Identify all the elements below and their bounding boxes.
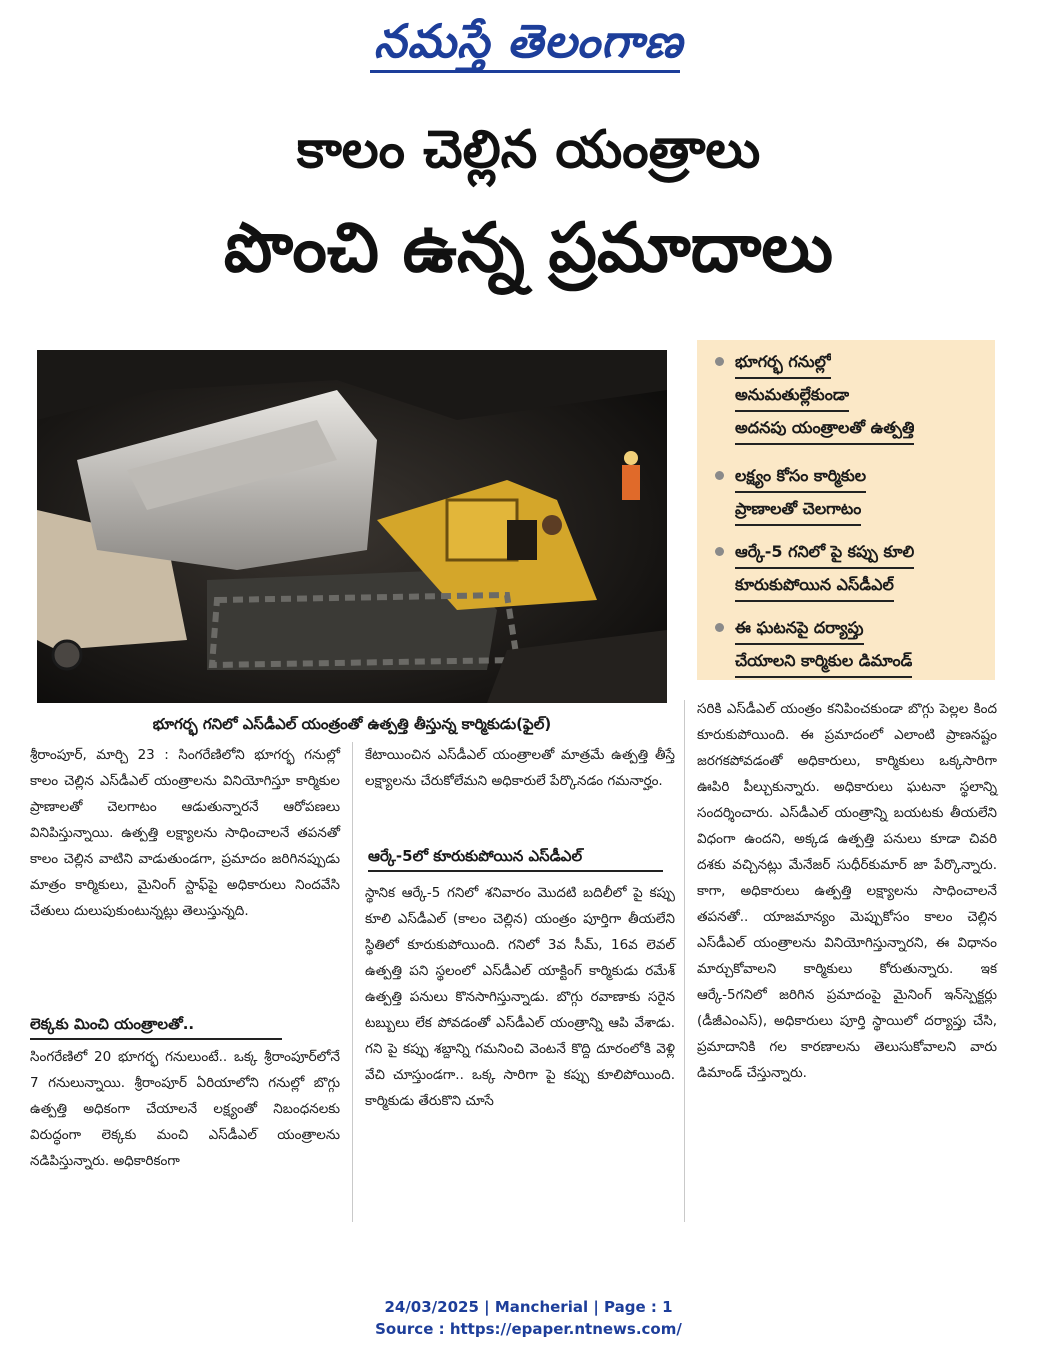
article-paragraph: సరికి ఎస్‌డీఎల్ యంత్రం కనిపించకుండా బొగ్గు పెల్లల కింద కూరుకుపోయింది. ఈ ప్రమాదంలో ఎలాంటి ప్రాణనష్టం జరగకపోవడంతో అధికారులు, కార్మికులు ఒక్కసారిగా ఊపిరి పీల్చుకున్నారు. అధికారులు ఘటనా స్థలాన్ని సందర్శించారు. ఎస్‌డీఎల్ యంత్రాన్ని బయటకు తీయలేని విధంగా ఉందని, అక్కడ ఉత్పత్తి పనులు కూడా చివరి దశకు వచ్చినట్లు మేనేజర్ సుధీర్‌కుమార్ జా పేర్కొన్నారు. కాగా, అధికారులు ఉత్పత్తి లక్ష్యాలను సాధించాలనే తపనతో.. యాజమాన్యం మెప్పుకోసం కాలం చెల్లిన ఎస్‌డీఎల్ యంత్రాలను వినియోగిస్తున్నారని, ఈ విధానం మార్చుకోవాలని కార్మికులు కోరుతున్నారు. ఇక ఆర్కే-5గనిలో జరిగిన ప్రమాదంపై మైనింగ్ ఇన్‌స్పెక్టర్లు (డీజీఎంఎస్), అధికారులు పూర్తి స్థాయిలో దర్యాప్తు చేసి, ప్రమాదానికి గల కారణాలను తెలుసుకోవాలని వారు డిమాండ్ చేస్తున్నారు. — [697, 701, 997, 1081]
bullet-icon — [715, 357, 724, 366]
article-column-1 — [30, 742, 340, 924]
column-divider — [684, 700, 685, 1222]
masthead-logo: నమస్తే తెలంగాణ — [373, 14, 684, 68]
highlights-box — [697, 340, 995, 680]
subheading-2: ఆర్కే-5లో కూరుకుపోయిన ఎస్‌డీఎల్ — [368, 847, 583, 865]
footer-source: Source : https://epaper.ntnews.com/ — [375, 1320, 682, 1338]
highlight-line: ఈ ఘటనపై దర్యాప్తు — [735, 612, 864, 645]
masthead-underline — [370, 70, 680, 73]
footer-date-page: 24/03/2025 | Mancherial | Page : 1 — [384, 1298, 673, 1316]
article-column-2-continued — [365, 880, 675, 1114]
highlight-item — [709, 536, 989, 602]
article-paragraph: శ్రీరాంపూర్, మార్చి 23 : సింగరేణిలోని భూగర్భ గనుల్లో కాలం చెల్లిన ఎస్‌డీఎల్ యంత్రాలను వినియోగిస్తూ కార్మికుల ప్రాణాలతో చెలగాటం ఆడుతున్నారనే ఆరోపణలు వినిపిస్తున్నాయి. ఉత్పత్తి లక్ష్యాలను సాధించాలనే తపనతో కాలం చెల్లిన వాటిని వాడుతుండగా, ప్రమాదం జరిగినప్పుడు మాత్రం కార్మికులు, మైనింగ్ స్టాఫ్‌పై అధికారులు నిందవేసి చేతులు దులుపుకుంటున్నట్లు తెలుస్తున్నది. — [30, 747, 340, 919]
article-paragraph: కేటాయించిన ఎస్‌డీఎల్ యంత్రాలతో మాత్రమే ఉత్పత్తి తీస్తే లక్ష్యాలను చేరుకోలేమని అధికారులే పేర్కొనడం గమనార్హం. — [365, 747, 675, 789]
article-column-3 — [697, 696, 997, 1086]
bullet-icon — [715, 547, 724, 556]
article-column-2 — [365, 742, 675, 794]
highlight-item — [709, 346, 989, 446]
article-paragraph: సింగరేణిలో 20 భూగర్భ గనులుంటే.. ఒక్క శ్రీరాంపూర్‌లోనే 7 గనులున్నాయి. శ్రీరాంపూర్ ఏరియాలోని గనుల్లో బొగ్గు ఉత్పత్తి అధికంగా చేయాలనే లక్ష్యంతో నిబంధనలకు విరుద్ధంగా లెక్కకు మంచి ఎస్‌డీఎల్ యంత్రాలను నడిపిస్తున్నారు. అధికారికంగా — [30, 1049, 340, 1169]
highlight-line: ప్రాణాలతో చెలగాటం — [735, 493, 861, 526]
article-column-1-continued — [30, 1044, 340, 1174]
photo-caption: భూగర్భ గనిలో ఎస్‌డీఎల్ యంత్రంతో ఉత్పత్తి తీస్తున్న కార్మికుడు(ఫైల్) — [152, 715, 552, 733]
bullet-icon — [715, 623, 724, 632]
highlight-line: కూరుకుపోయిన ఎస్‌డీఎల్ — [735, 569, 894, 602]
highlight-item — [709, 612, 989, 678]
news-photo — [37, 350, 667, 703]
highlight-line: భూగర్భ గనుల్లో — [735, 346, 831, 379]
headline-line1: కాలం చెల్లిన యంత్రాలు — [296, 120, 761, 180]
highlight-line: అదనపు యంత్రాలతో ఉత్పత్తి — [735, 412, 914, 445]
article-paragraph: స్థానిక ఆర్కే-5 గనిలో శనివారం మొదటి బదిలీలో పై కప్పు కూలి ఎస్‌డీఎల్ (కాలం చెల్లిన) యంత్రం పూర్తిగా తీయలేని స్థితిలో కూరుకుపోయింది. గనిలో 3వ సీమ్, 16వ లెవల్ ఉత్పత్తి పని స్థలంలో ఎస్‌డీఎల్ యాక్టింగ్ కార్మికుడు రమేశ్ ఉత్పత్తి పనులు కొనసాగిస్తున్నాడు. బొగ్గు రవాణాకు సరైన టబ్బులు లేక పోవడంతో ఎస్‌డీఎల్ యంత్రాన్ని ఆపి వేశాడు. గని పై కప్పు శబ్దాన్ని గమనించి వెంటనే కొద్ది దూరంలోకి వెళ్లి వేచి చూస్తుండగా.. ఒక్క సారిగా పై కప్పు కూలిపోయింది. కార్మికుడు తేరుకొని చూసే — [365, 885, 675, 1109]
column-divider — [352, 742, 353, 1222]
highlight-line: చేయాలని కార్మికుల డిమాండ్ — [735, 645, 912, 678]
subheading-underline — [368, 870, 663, 872]
highlight-item — [709, 460, 989, 526]
bullet-icon — [715, 471, 724, 480]
subheading-underline — [30, 1038, 282, 1040]
highlight-line: అనుమతుల్లేకుండా — [735, 379, 849, 412]
highlight-line: ఆర్కే-5 గనిలో పై కప్పు కూలి — [735, 536, 914, 569]
headline-line2: పొంచి ఉన్న ప్రమాదాలు — [223, 209, 834, 288]
subheading-1: లెక్కకు మించి యంత్రాలతో.. — [30, 1015, 195, 1033]
highlight-line: లక్ష్యం కోసం కార్మికుల — [735, 460, 866, 493]
